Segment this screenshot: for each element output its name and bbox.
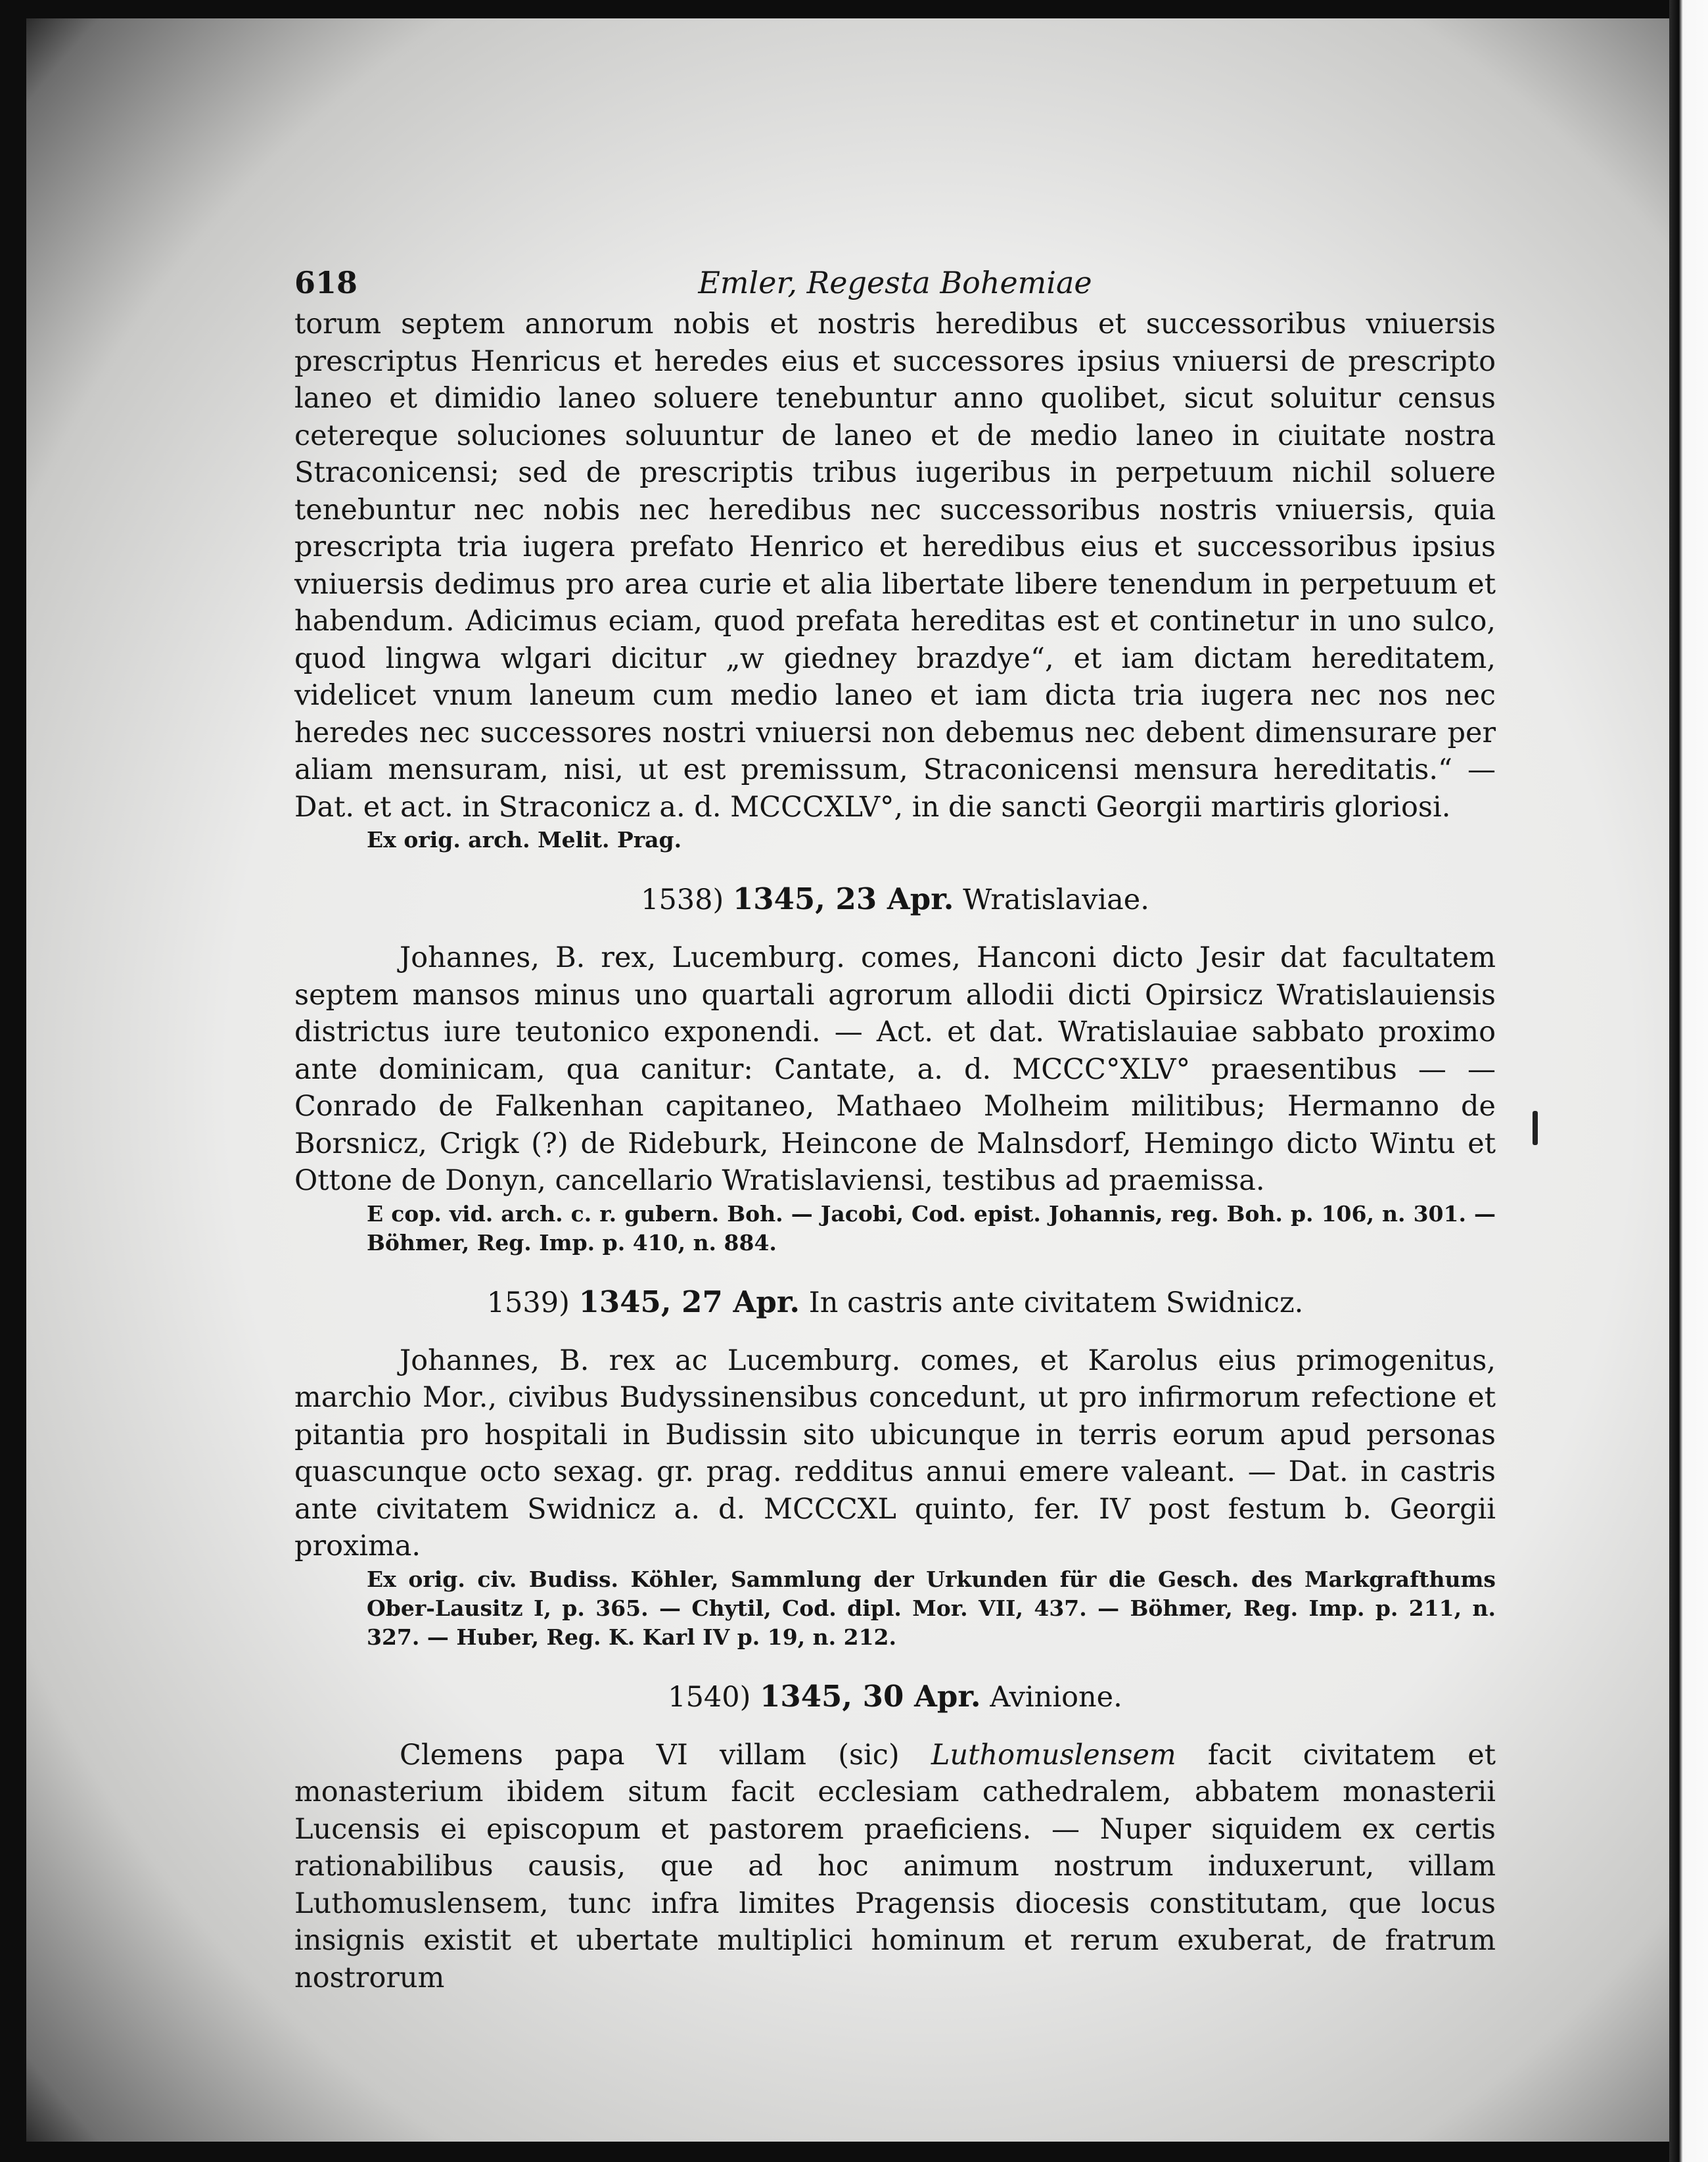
entry-date: 1345, 30 Apr. bbox=[760, 1678, 981, 1714]
entry-text: Johannes, B. rex, Lucemburg. comes, Hanconi dicto Jesir dat facultatem septem mansos minus uno quartali agrorum allodii dicti Opirsicz Wratislauiensis districtus iure teutonico exponendi. — Act. et dat. Wratislauiae sabbato proximo ante dominicam, qua canitur: Cantate, a. d. MCCC°XLV° praesentibus — — Conrado de Falkenhan capitaneo, Mathaeo Molheim militibus; Hermanno de Borsnicz, Crigk (?) de Rideburk, Heincone de Malnsdorf, Hemingo dicto Wintu et Ottone de Donyn, cancellario Wratislaviensi, testibus ad praemissa. bbox=[294, 941, 1496, 1197]
entry-place: Wratislaviae. bbox=[963, 883, 1149, 916]
entry-date: 1345, 23 Apr. bbox=[732, 881, 954, 916]
entry-date: 1345, 27 Apr. bbox=[578, 1284, 800, 1319]
entry-text-prefix: Clemens papa VI villam (sic) bbox=[400, 1738, 931, 1772]
page-number: 618 bbox=[294, 265, 358, 300]
continuation-source: Ex orig. arch. Melit. Prag. bbox=[367, 827, 682, 853]
running-title: Emler, Regesta Bohemiae bbox=[698, 265, 1092, 300]
entry-heading bbox=[294, 881, 1496, 918]
margin-mark bbox=[1533, 1111, 1538, 1145]
continuation-text: torum septem annorum nobis et nostris heredibus et successoribus vniuersis prescriptus Henricus et heredes eius et successores ipsius vniuersi de prescripto laneo et dimidio laneo soluere tenebuntur anno quolibet, sicut soluitur census cetereque soluciones soluuntur de laneo et de medio laneo in ciuitate nostra Straconicensi; sed de prescriptis tribus iugeribus in perpetuum nichil soluere tenebuntur nec nobis nec heredibus nec successoribus nostris vniuersis, quia prescripta tria iugera prefato Henrico et heredibus eius et successoribus ipsius vniuersis dedimus pro area curie et alia libertate libere tenendum in perpetuum et habendum. Adicimus eciam, quod prefata hereditas est et continetur in uno sulco, quod lingwa wlgari dicitur „w giedney brazdye“, et iam dictam hereditatem, videlicet vnum laneum cum medio laneo et iam dicta tria iugera nec nos nec heredes nec successores nostri vniuersi non debemus nec debent dimensurare per aliam mensuram, nisi, ut est premissum, Straconicensi mensura hereditatis.“ — Dat. et act. in Straconicz a. d. MCCCXLV°, in die sancti Georgii martiris gloriosi. bbox=[294, 308, 1496, 824]
entry-text-rest: facit civitatem et monasterium ibidem situm facit ecclesiam cathedralem, abbatem monasterii Lucensis ei episcopum et pastorem praeficiens. — Nuper siquidem ex certis rationabilibus causis, que ad hoc animum nostrum induxerunt, villam Luthomuslensem, tunc infra limites Pragensis diocesis constitutam, que locus insignis existit et ubertate multiplici hominum et rerum exuberat, de fratrum nostrorum bbox=[294, 1738, 1496, 1994]
entry-heading bbox=[294, 1284, 1496, 1321]
page-edge bbox=[1669, 0, 1708, 2162]
entry-source: Ex orig. civ. Budiss. Köhler, Sammlung der Urkunden für die Gesch. des Markgrafthums Ober-Lausitz I, p. 365. — Chytil, Cod. dipl. Mor. VII, 437. — Böhmer, Reg. Imp. p. 211, n. 327. — Huber, Reg. K. Karl IV p. 19, n. 212. bbox=[367, 1566, 1496, 1650]
entry-place: In castris ante civitatem Swidnicz. bbox=[808, 1286, 1304, 1319]
entry-text-italic: Luthomuslensem bbox=[931, 1738, 1176, 1772]
running-header bbox=[294, 260, 1496, 306]
entry-text: Johannes, B. rex ac Lucemburg. comes, et Karolus eius primogenitus, marchio Mor., civibus Budyssinensibus concedunt, ut pro infirmorum refectione et pitantia pro hospitali in Budissin sito ubicunque in terris eorum apud personas quascunque octo sexag. gr. prag. redditus annui emere valeant. — Dat. in castris ante civitatem Swidnicz a. d. MCCCXL quinto, fer. IV post festum b. Georgii proxima. bbox=[294, 1344, 1496, 1563]
entry-number: 1539) bbox=[486, 1286, 570, 1319]
entry-number: 1540) bbox=[668, 1680, 751, 1714]
entry-heading bbox=[294, 1678, 1496, 1716]
entry-source: E cop. vid. arch. c. r. gubern. Boh. — Jacobi, Cod. epist. Johannis, reg. Boh. p. 106, n. 301. — Böhmer, Reg. Imp. p. 410, n. 884. bbox=[367, 1200, 1496, 1256]
page-content bbox=[294, 260, 1496, 1996]
entry-number: 1538) bbox=[641, 883, 724, 916]
entry-place: Avinione. bbox=[990, 1680, 1122, 1714]
entry-text bbox=[294, 1737, 1496, 1997]
